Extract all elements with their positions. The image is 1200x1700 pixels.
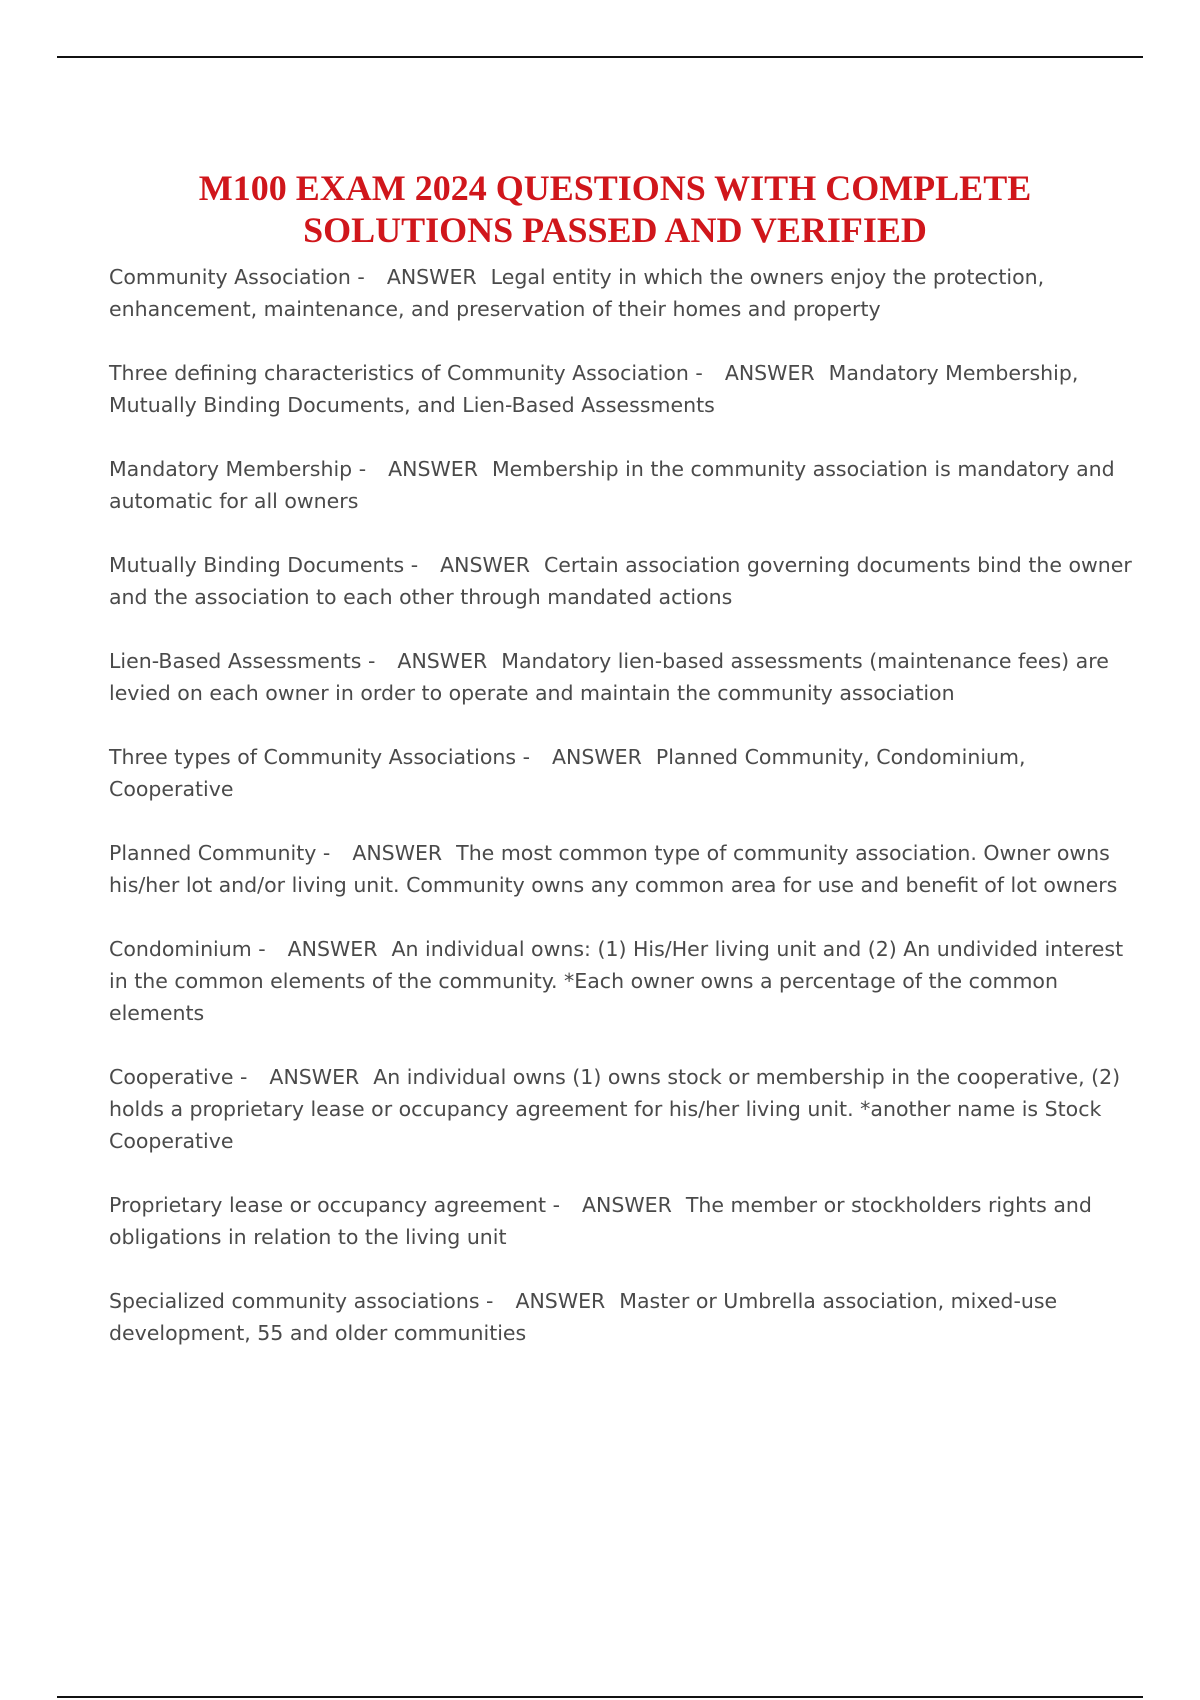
answer-label: ANSWER <box>397 649 488 673</box>
qa-term: Planned Community - <box>109 841 330 865</box>
qa-item <box>109 549 1134 613</box>
qa-answer: Mandatory Membership, Mutually Binding Documents, and Lien-Based Assessments <box>109 361 1079 417</box>
qa-item <box>109 645 1134 709</box>
qa-term: Cooperative - <box>109 1065 247 1089</box>
qa-item <box>109 261 1134 325</box>
qa-answer: Membership in the community association is mandatory and automatic for all owners <box>109 457 1115 513</box>
qa-item <box>109 453 1134 517</box>
document-title <box>100 167 1130 251</box>
qa-answer: Certain association governing documents bind the owner and the association to each other through mandated actions <box>109 553 1132 609</box>
qa-answer: Planned Community, Condominium, Cooperative <box>109 745 1026 801</box>
answer-label: ANSWER <box>386 265 477 289</box>
qa-term: Specialized community associations - <box>109 1289 493 1313</box>
qa-answer: The most common type of community association. Owner owns his/her lot and/or living unit. Community owns any common area for use and benefit of lot owners <box>109 841 1118 897</box>
qa-term: Three defining characteristics of Community Association - <box>109 361 703 385</box>
qa-answer: Master or Umbrella association, mixed-use development, 55 and older communities <box>109 1289 1058 1345</box>
answer-label: ANSWER <box>388 457 478 481</box>
qa-item <box>109 933 1134 1029</box>
bottom-rule <box>57 1696 1143 1698</box>
qa-term: Condominium - <box>109 937 266 961</box>
qa-item <box>109 1285 1134 1349</box>
answer-label: ANSWER <box>724 361 815 385</box>
qa-answer: Legal entity in which the owners enjoy the protection, enhancement, maintenance, and preservation of their homes and property <box>109 265 1045 321</box>
qa-term: Community Association - <box>109 265 365 289</box>
qa-answer: An individual owns (1) owns stock or membership in the cooperative, (2) holds a proprietary lease or occupancy agreement for his/her living unit. *another name is Stock Cooperative <box>109 1065 1121 1153</box>
qa-answer: The member or stockholders rights and obligations in relation to the living unit <box>109 1193 1092 1249</box>
qa-term: Three types of Community Associations - <box>109 745 530 769</box>
qa-item <box>109 741 1134 805</box>
answer-label: ANSWER <box>269 1065 360 1089</box>
answer-label: ANSWER <box>352 841 443 865</box>
qa-item <box>109 1189 1134 1253</box>
top-rule <box>57 56 1143 58</box>
title-line-1: M100 EXAM 2024 QUESTIONS WITH COMPLETE <box>198 168 1032 209</box>
qa-list <box>109 261 1134 1381</box>
qa-term: Proprietary lease or occupancy agreement - <box>109 1193 560 1217</box>
qa-item <box>109 357 1134 421</box>
qa-item <box>109 1061 1134 1157</box>
qa-term: Mutually Binding Documents - <box>109 553 418 577</box>
qa-item <box>109 837 1134 901</box>
title-line-2: SOLUTIONS PASSED AND VERIFIED <box>303 210 927 251</box>
qa-answer: Mandatory lien-based assessments (maintenance fees) are levied on each owner in order to operate and maintain the community association <box>109 649 1109 705</box>
answer-label: ANSWER <box>515 1289 606 1313</box>
qa-answer: An individual owns: (1) His/Her living unit and (2) An undivided interest in the common elements of the community. *Each owner owns a percentage of the common elements <box>109 937 1124 1025</box>
answer-label: ANSWER <box>552 745 642 769</box>
qa-term: Lien-Based Assessments - <box>109 649 375 673</box>
answer-label: ANSWER <box>582 1193 672 1217</box>
answer-label: ANSWER <box>287 937 378 961</box>
answer-label: ANSWER <box>440 553 530 577</box>
qa-term: Mandatory Membership - <box>109 457 366 481</box>
